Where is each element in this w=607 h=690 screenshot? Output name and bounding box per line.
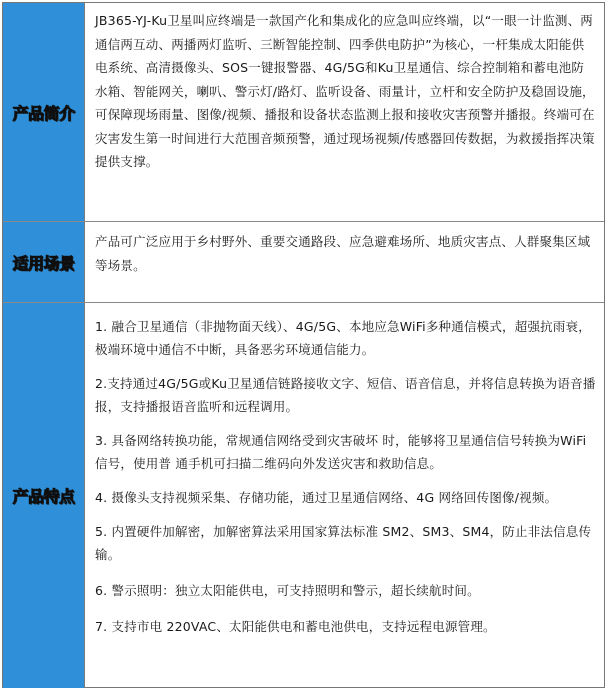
features-content-cell — [85, 303, 604, 688]
features-row — [3, 303, 604, 688]
scenarios-text: 产品可广泛应用于乡村野外、重要交通路段、应急避难场所、地质灾害点、人群聚集区域等场景。 — [95, 234, 591, 273]
feature-item: 5. 内置硬件加解密，加解密算法采用国家算法标准 SM2、SM3、SM4，防止非法信息传输。 — [95, 524, 592, 562]
scenarios-content-cell — [85, 222, 604, 302]
intro-label-cell — [3, 3, 85, 221]
scenarios-row — [3, 222, 604, 303]
intro-label: 产品简介 — [12, 103, 75, 123]
product-info-table — [2, 2, 605, 688]
feature-item: 3. 具备网络转换功能，常规通信网络受到灾害破坏 时，能够将卫星通信信号转换为WiFi信号，使用普 通手机可扫描二维码向外发送灾害和救助信息。 — [95, 433, 587, 471]
scenarios-label: 适用场景 — [12, 253, 75, 273]
feature-item: 6. 警示照明：独立太阳能供电，可支持照明和警示，超长续航时间。 — [95, 583, 480, 598]
intro-text: JB365-YJ-Ku卫星叫应终端是一款国产化和集成化的应急叫应终端，以“一眼一计监测、两通信两互动、两播两灯监听、三断智能控制、四季供电防护”为核心，一杆集成太阳能供电系统、高清摄像头、SOS一键报警器、4G/5G和Ku卫星通信、综合控制箱和蓄电池防水箱、智能网关，喇叭、警示灯/路灯、监听设备、雨量计，立杆和安全防护及稳固设施，可保障现场雨量、图像/视频、播报和设备状态监测上报和接收灾害预警并播报。终端可在灾害发生第一时间进行大范围音频预警，通过现场视频/传感器回传数据，为救援指挥决策提供支撑。 — [95, 13, 595, 169]
scenarios-label-cell — [3, 222, 85, 302]
intro-content-cell — [85, 3, 604, 221]
feature-item: 1. 融合卫星通信（非抛物面天线）、4G/5G、本地应急WiFi多种通信模式，超强抗雨衰，极端环境中通信不中断，具备恶劣环境通信能力。 — [95, 319, 591, 357]
features-label: 产品特点 — [12, 487, 75, 506]
feature-item: 2.支持通过4G/5G或Ku卫星通信链路接收文字、短信、语音信息，并将信息转换为语音播报，支持播报语音监听和远程调用。 — [95, 376, 596, 414]
feature-item: 4. 摄像头支持视频采集、存储功能，通过卫星通信网络、4G 网络回传图像/视频。 — [95, 490, 558, 505]
feature-item: 7. 支持市电 220VAC、太阳能供电和蓄电池供电，支持远程电源管理。 — [95, 619, 496, 634]
features-label-cell — [3, 303, 85, 688]
intro-row — [3, 3, 604, 222]
